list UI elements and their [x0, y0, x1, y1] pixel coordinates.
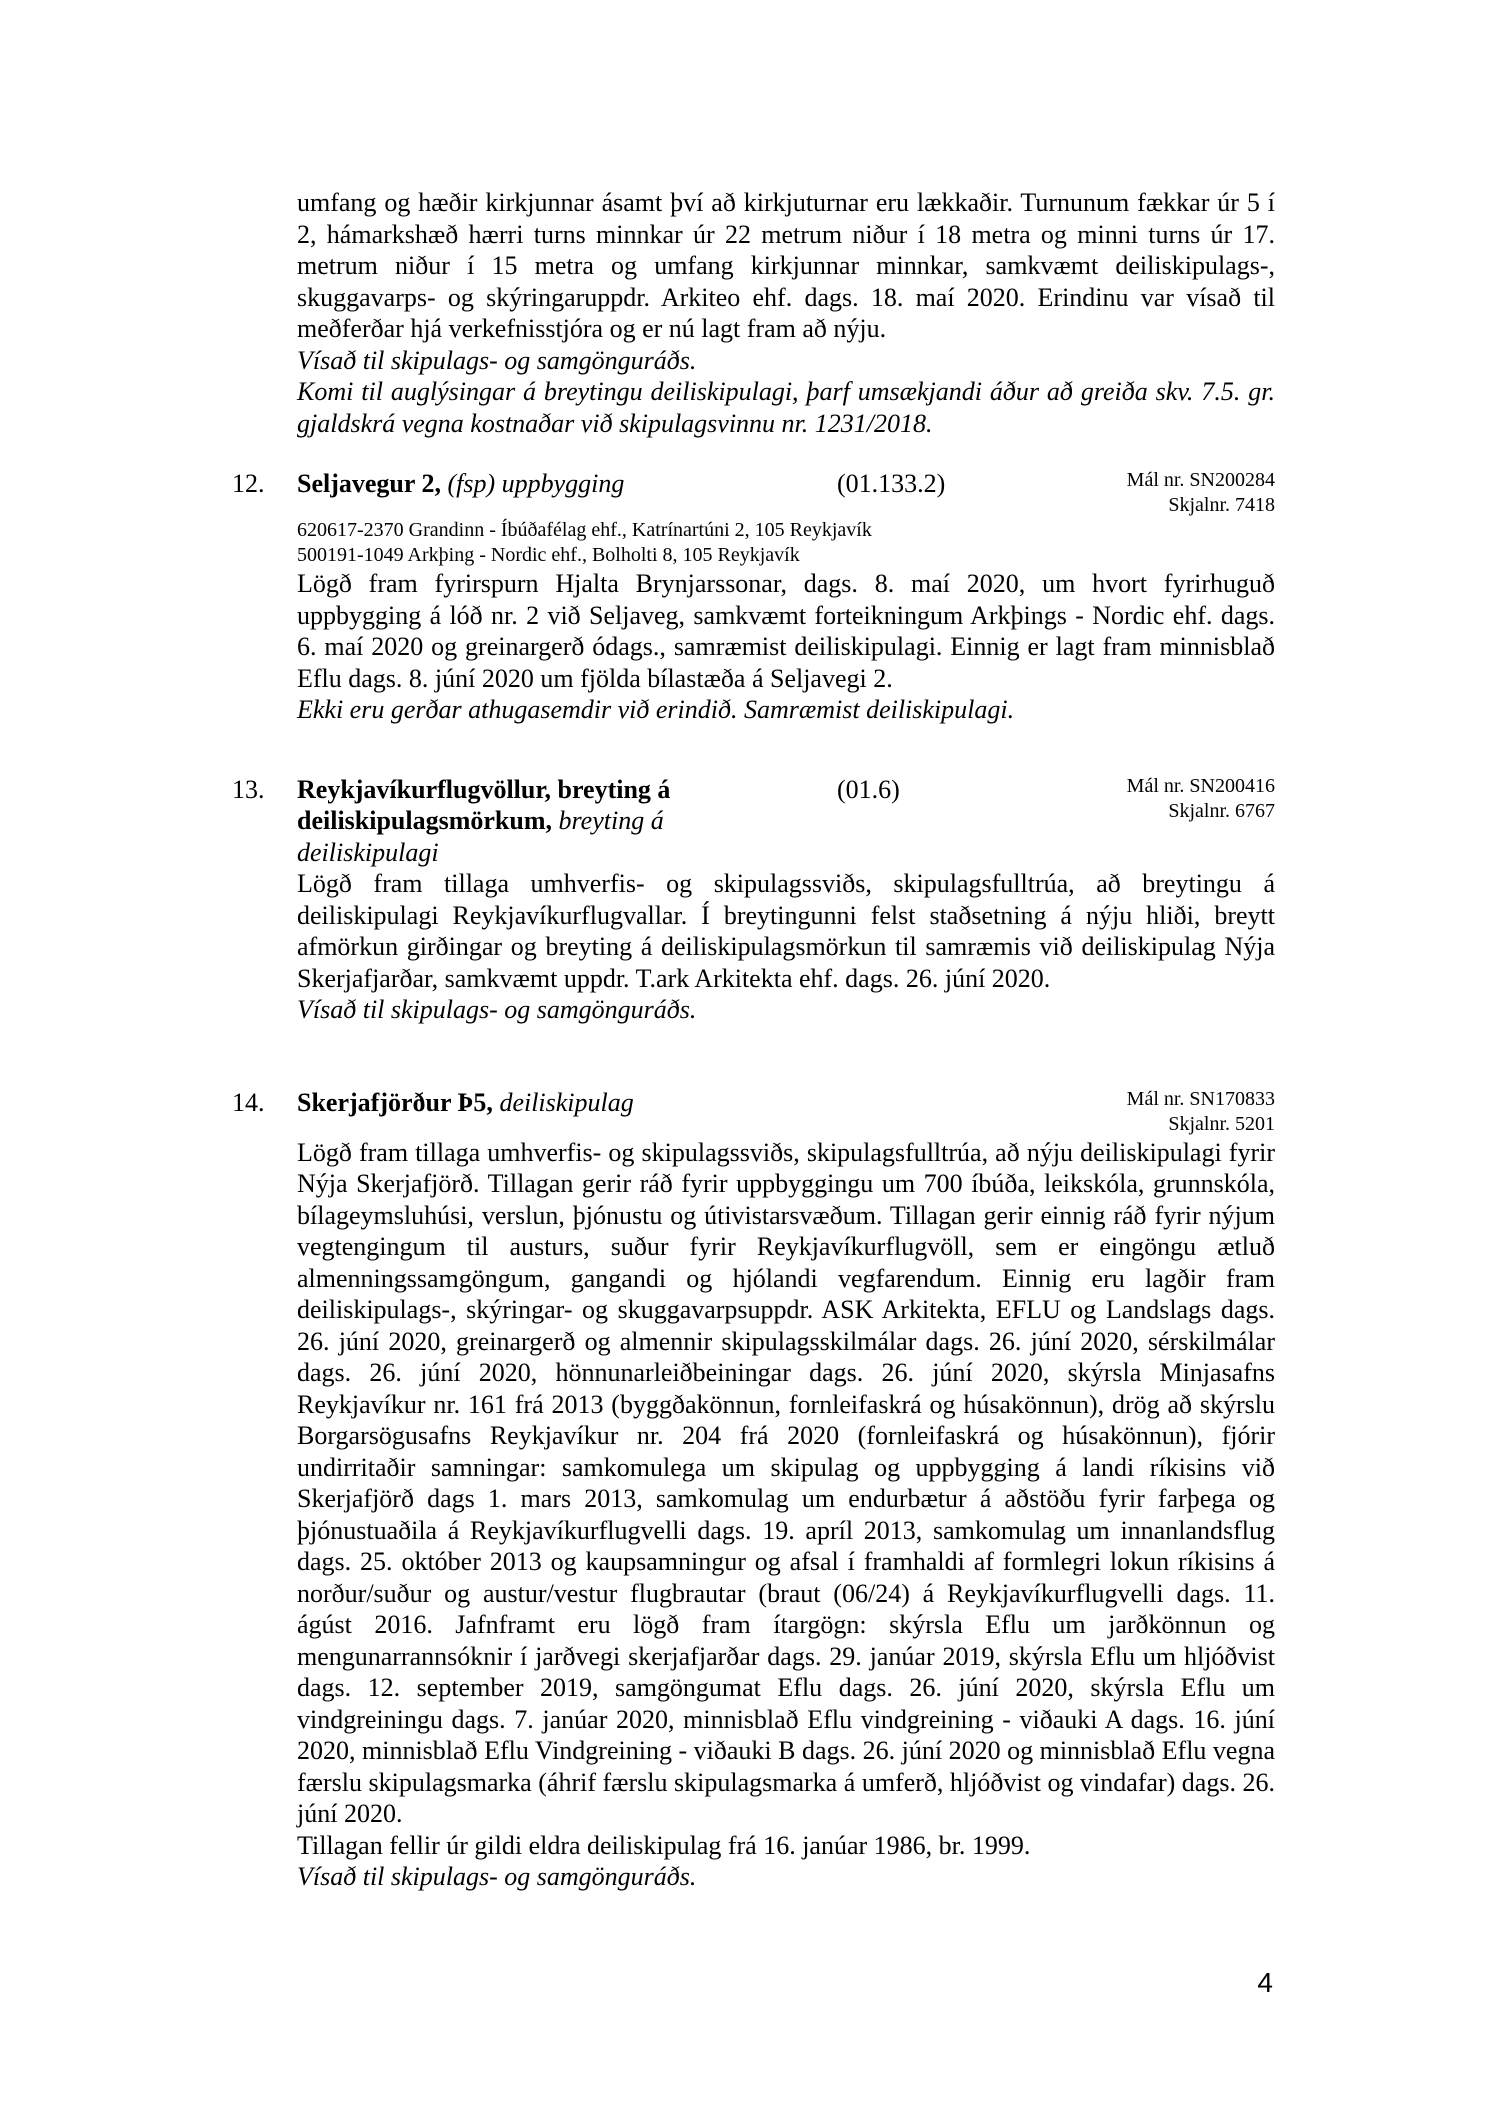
intro-resolution: Vísað til skipulags- og samgönguráðs.	[297, 345, 697, 375]
page-number: 4	[1257, 1967, 1273, 1998]
document-number: Skjalnr. 7418	[1168, 494, 1275, 516]
item-number: 13.	[232, 774, 265, 804]
item-body: Lögð fram fyrirspurn Hjalta Brynjarssonar, dags. 8. maí 2020, um hvort fyrirhuguð uppbygging á lóð nr. 2 við Seljaveg, samkvæmt forteikningum Arkþings - Nordic ehf. dags. 6. maí 2020 og greinargerð ódags., samræmist deiliskipulagi. Einnig er lagt fram minnisblað Eflu dags. 8. júní 2020 um fjölda bílastæða á Seljavegi 2.	[297, 569, 1275, 693]
item-title-italic: breyting á deiliskipulagi	[297, 806, 664, 867]
item-title	[297, 1087, 777, 1119]
document-content	[232, 187, 1275, 1893]
case-number: Mál nr. SN200284	[1126, 469, 1275, 491]
item-parties	[297, 518, 1275, 568]
item-body: Lögð fram tillaga umhverfis- og skipulagssviðs, skipulagsfulltrúa, að nýju deiliskipulagi fyrir Nýja Skerjafjörð. Tillagan gerir ráð fyrir uppbyggingu um 700 íbúða, leikskóla, grunnskóla, bílageymsluhúsi, verslun, þjónustu og útivistarsvæðum. Tillagan gerir einnig ráð fyrir nýjum vegtengingum til austurs, suður fyrir Reykjavíkurflugvöll, sem er eingöngu ætluð almenningssamgöngum, gangandi og hjólandi vegfarendum. Einnig eru lagðir fram deiliskipulags-, skýringar- og skuggavarpsuppdr. ASK Arkitekta, EFLU og Landslags dags. 26. júní 2020, greinargerð og almennir skipulagsskilmálar dags. 26. júní 2020, sérskilmálar dags. 26. júní 2020, hönnunarleiðbeiningar dags. 26. júní 2020, skýrsla Minjasafns Reykjavíkur nr. 161 frá 2013 (byggðakönnun, fornleifaskrá og húsakönnun), drög að skýrslu Borgarsögusafns Reykjavíkur nr. 204 frá 2020 (fornleifaskrá og húsakönnun), fjórir undirritaðir samningar: samkomulega um skipulag og uppbygging á landi ríkisins við Skerjafjörð dags 1. mars 2013, samkomulag um endurbætur á aðstöðu fyrir farþega og þjónustuaðila á Reykjavíkurflugvelli dags. 19. apríl 2013, samkomulag um innanlandsflug dags. 25. október 2013 og kaupsamningur og afsal í framhaldi af formlegri lokun ríkisins á norður/suður og austur/vestur flugbrautar (braut (06/24) á Reykjavíkurflugvelli dags. 11. ágúst 2016. Jafnframt eru lögð fram ítargögn: skýrsla Eflu um jarðkönnun og mengunarrannsóknir í jarðvegi skerjafjarðar dags. 29. janúar 2019, skýrsla Eflu um hljóðvist dags. 12. september 2019, samgöngumat Eflu dags. 26. júní 2020, skýrsla Eflu um vindgreiningu dags. 7. janúar 2020, minnisblað Eflu vindgreining - viðauki A dags. 16. júní 2020, minnisblað Eflu Vindgreining - viðauki B dags. 26. júní 2020 og minnisblað Eflu vegna færslu skipulagsmarka (áhrif færslu skipulagsmarka á umferð, hljóðvist og vindafar) dags. 26. júní 2020.	[297, 1137, 1275, 1828]
item-title	[297, 468, 777, 500]
item-title-italic: (fsp) uppbygging	[440, 469, 625, 498]
intro-fee-note: Komi til auglýsingar á breytingu deiliskipulagi, þarf umsækjandi áður að greiða skv. 7.5. gr. gjaldskrá vegna kostnaðar við skipulagsvinnu nr. 1231/2018.	[297, 377, 1275, 438]
agenda-item-13-header	[232, 774, 1275, 869]
item-meta	[1127, 1087, 1275, 1137]
item-title-italic: deiliskipulag	[492, 1087, 634, 1117]
item-meta	[1127, 468, 1275, 518]
document-number: Skjalnr. 6767	[1168, 799, 1275, 822]
item-resolution: Vísað til skipulags- og samgönguráðs.	[297, 995, 697, 1024]
item-meta	[1127, 774, 1275, 824]
party-line: 620617-2370 Grandinn - Íbúðafélag ehf., Katrínartúni 2, 105 Reykjavík	[297, 519, 872, 541]
item-number: 12.	[232, 469, 265, 498]
item-planning-code: (01.133.2)	[837, 469, 946, 498]
agenda-item-14	[232, 1087, 1275, 1893]
item-planning-code: (01.6)	[837, 774, 900, 804]
intro-paragraph: umfang og hæðir kirkjunnar ásamt því að kirkjuturnar eru lækkaðir. Turnunum fækkar úr 5 í 2, hámarkshæð hærri turns minnkar úr 22 metrum niður í 18 metra og minni turns úr 17. metrum niður í 15 metra og umfang kirkjunnar minnkar, samkvæmt deiliskipulags-, skuggavarps- og skýringaruppdr. Arkiteo ehf. dags. 18. maí 2020. Erindinu var vísað til meðferðar hjá verkefnisstjóra og er nú lagt fram að nýju.	[297, 188, 1275, 343]
agenda-item-14-header	[232, 1087, 1275, 1137]
document-number: Skjalnr. 5201	[1168, 1112, 1275, 1135]
agenda-item-12-header	[232, 468, 1275, 518]
agenda-item-12	[232, 468, 1275, 726]
item-resolution: Ekki eru gerðar athugasemdir við erindið. Samræmist deiliskipulagi.	[297, 695, 1015, 724]
item-resolution: Vísað til skipulags- og samgönguráðs.	[297, 1862, 697, 1891]
item-title-bold: Reykjavíkurflugvöllur, breyting á deiliskipulagsmörkum,	[297, 774, 671, 835]
party-line: 500191-1049 Arkþing - Nordic ehf., Bolholti 8, 105 Reykjavík	[297, 544, 800, 566]
item-title-bold: Seljavegur 2,	[297, 469, 441, 498]
case-number: Mál nr. SN170833	[1126, 1087, 1275, 1110]
agenda-item-13	[232, 774, 1275, 1026]
item-body: Lögð fram tillaga umhverfis- og skipulagssviðs, skipulagsfulltrúa, að breytingu á deiliskipulagi Reykjavíkurflugvallar. Í breytingunni felst staðsetning á nýju hliði, breytt afmörkun girðingar og breyting á deiliskipulagsmörkun til samræmis við deiliskipulag Nýja Skerjafjarðar, samkvæmt uppdr. T.ark Arkitekta ehf. dags. 26. júní 2020.	[297, 869, 1275, 993]
item-title	[297, 774, 777, 869]
case-number: Mál nr. SN200416	[1126, 774, 1275, 797]
item-title-bold: Skerjafjörður Þ5,	[297, 1087, 493, 1117]
item-body-note: Tillagan fellir úr gildi eldra deiliskipulag frá 16. janúar 1986, br. 1999.	[297, 1830, 1031, 1860]
item-number: 14.	[232, 1087, 265, 1117]
